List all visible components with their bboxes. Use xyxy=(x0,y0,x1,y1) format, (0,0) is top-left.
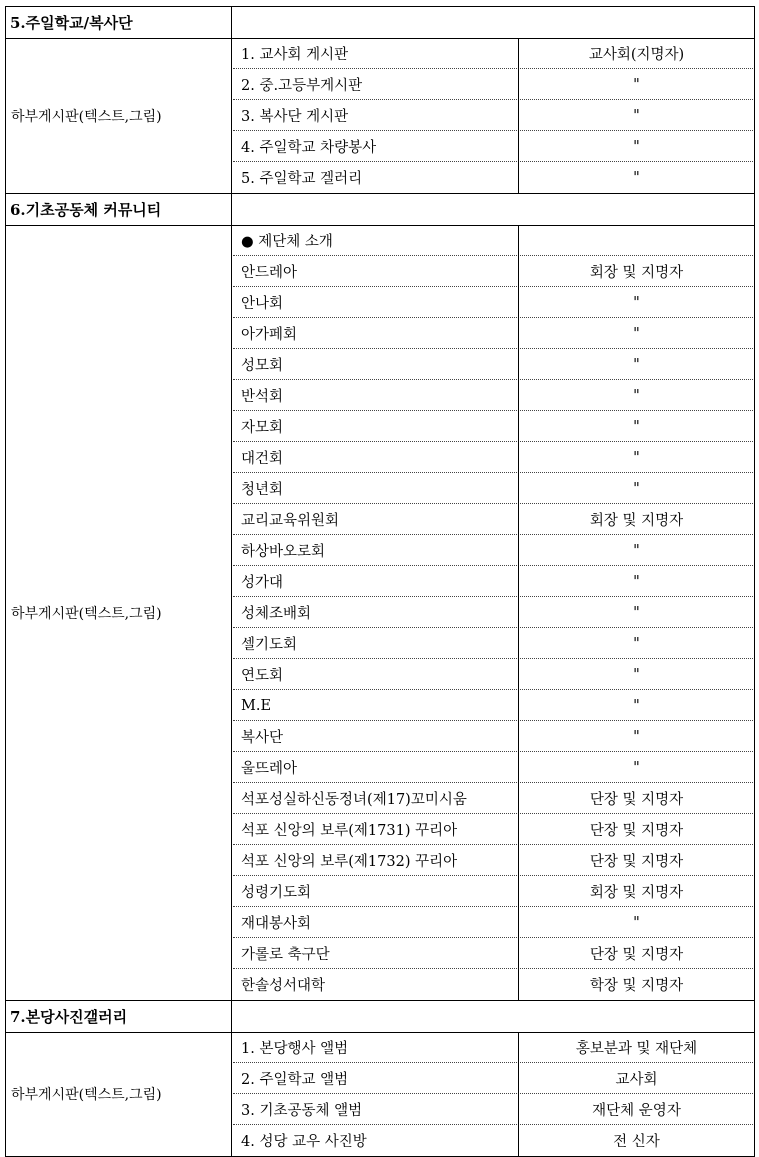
board-item-name: 성가대 xyxy=(241,575,284,591)
board-item-manager: 교사회 xyxy=(615,1072,658,1088)
sub-board-label: 하부게시판(텍스트,그림) xyxy=(11,1087,162,1103)
table-rule xyxy=(231,1000,232,1032)
board-item-name: 자모회 xyxy=(241,420,284,436)
section-title: 6.기초공동체 커뮤니티 xyxy=(10,200,162,219)
section-title: 7.본당사진갤러리 xyxy=(10,1007,128,1026)
board-item-manager: " xyxy=(633,138,640,155)
board-item-name: 가롤로 축구단 xyxy=(241,947,330,963)
board-item-manager: " xyxy=(633,76,640,93)
board-item-name: 재대봉사회 xyxy=(241,916,312,932)
board-item-name: 반석회 xyxy=(241,389,284,405)
board-item-name: 4. 주일학교 차량봉사 xyxy=(241,140,377,156)
board-item-name: 성령기도회 xyxy=(241,885,312,901)
board-item-manager: 전 신자 xyxy=(613,1134,660,1150)
board-item-name: 복사단 xyxy=(241,730,284,746)
table-rule xyxy=(518,38,519,193)
board-item-name: 울뜨레아 xyxy=(241,761,298,777)
table-rule xyxy=(231,1032,232,1156)
board-item-name: 아가페회 xyxy=(241,327,298,343)
board-item-manager: 회장 및 지명자 xyxy=(589,265,684,281)
board-item-manager: 단장 및 지명자 xyxy=(589,854,684,870)
sub-board-label: 하부게시판(텍스트,그림) xyxy=(11,605,162,622)
board-item-manager: 재단체 운영자 xyxy=(592,1103,681,1119)
board-item-manager: 단장 및 지명자 xyxy=(589,947,684,963)
board-item-name: 1. 교사회 게시판 xyxy=(241,47,349,63)
section-title: 5.주일학교/복사단 xyxy=(10,13,133,32)
board-item-manager: " xyxy=(633,697,640,714)
board-item-manager: " xyxy=(633,325,640,342)
board-item-manager: " xyxy=(633,356,640,373)
board-item-name: 셀기도회 xyxy=(241,637,298,653)
board-item-name: 2. 중.고등부게시판 xyxy=(241,78,363,94)
board-item-name: 석포성실하신동정녀(제17)꼬미시움 xyxy=(241,792,467,808)
table-rule xyxy=(231,193,232,225)
board-item-manager: " xyxy=(633,449,640,466)
table-rule xyxy=(518,225,519,1000)
sub-board-label: 하부게시판(텍스트,그림) xyxy=(11,108,162,125)
table-rule xyxy=(754,6,755,1157)
board-item-manager: " xyxy=(633,387,640,404)
board-item-manager: 홍보분과 및 재단체 xyxy=(575,1041,698,1057)
board-item-name: 안나회 xyxy=(241,296,284,312)
board-item-name: 한솔성서대학 xyxy=(241,978,326,994)
board-item-name: M.E xyxy=(241,697,272,714)
board-item-manager: " xyxy=(633,914,640,931)
board-item-name: 안드레아 xyxy=(241,265,298,281)
board-item-name: 대건회 xyxy=(241,451,284,467)
board-item-manager: 교사회(지명자) xyxy=(588,47,685,63)
board-item-manager: " xyxy=(633,480,640,497)
board-item-manager: 회장 및 지명자 xyxy=(589,513,684,529)
board-item-name: 3. 기초공동체 앨범 xyxy=(241,1103,363,1119)
board-item-manager: " xyxy=(633,169,640,186)
board-item-manager xyxy=(518,225,755,256)
table-rule xyxy=(231,225,232,1000)
board-item-name: ● 제단체 소개 xyxy=(241,234,333,250)
table-rule xyxy=(5,6,6,1157)
board-item-manager: 단장 및 지명자 xyxy=(589,823,684,839)
board-item-name: 2. 주일학교 앨범 xyxy=(241,1072,349,1088)
board-item-manager: " xyxy=(633,666,640,683)
board-item-manager: " xyxy=(633,635,640,652)
board-item-name: 성체조배회 xyxy=(241,606,312,622)
board-item-name: 성모회 xyxy=(241,358,284,374)
board-item-manager: " xyxy=(633,728,640,745)
board-item-name: 석포 신앙의 보루(제1731) 꾸리아 xyxy=(241,823,458,839)
board-item-manager: " xyxy=(633,759,640,776)
board-item-name: 교리교육위원회 xyxy=(241,513,340,529)
board-item-manager: 회장 및 지명자 xyxy=(589,885,684,901)
board-item-manager: " xyxy=(633,418,640,435)
board-item-manager: " xyxy=(633,604,640,621)
table-rule xyxy=(518,1032,519,1156)
board-item-name: 3. 복사단 게시판 xyxy=(241,109,349,125)
table-rule xyxy=(231,6,232,38)
board-item-name: 5. 주일학교 겔러리 xyxy=(241,171,363,187)
board-item-manager: " xyxy=(633,294,640,311)
board-item-manager: 학장 및 지명자 xyxy=(589,978,684,994)
board-item-name: 1. 본당행사 앨범 xyxy=(241,1041,349,1057)
board-item-manager: " xyxy=(633,542,640,559)
board-item-manager: " xyxy=(633,107,640,124)
board-item-name: 연도회 xyxy=(241,668,284,684)
board-item-name: 4. 성당 교우 사진방 xyxy=(241,1134,367,1150)
board-item-manager: 단장 및 지명자 xyxy=(589,792,684,808)
board-item-name: 청년회 xyxy=(241,482,284,498)
board-item-manager: " xyxy=(633,573,640,590)
board-item-name: 하상바오로회 xyxy=(241,544,326,560)
board-item-name: 석포 신앙의 보루(제1732) 꾸리아 xyxy=(241,854,458,870)
table-rule xyxy=(231,38,232,193)
board-structure-table xyxy=(5,6,755,1150)
